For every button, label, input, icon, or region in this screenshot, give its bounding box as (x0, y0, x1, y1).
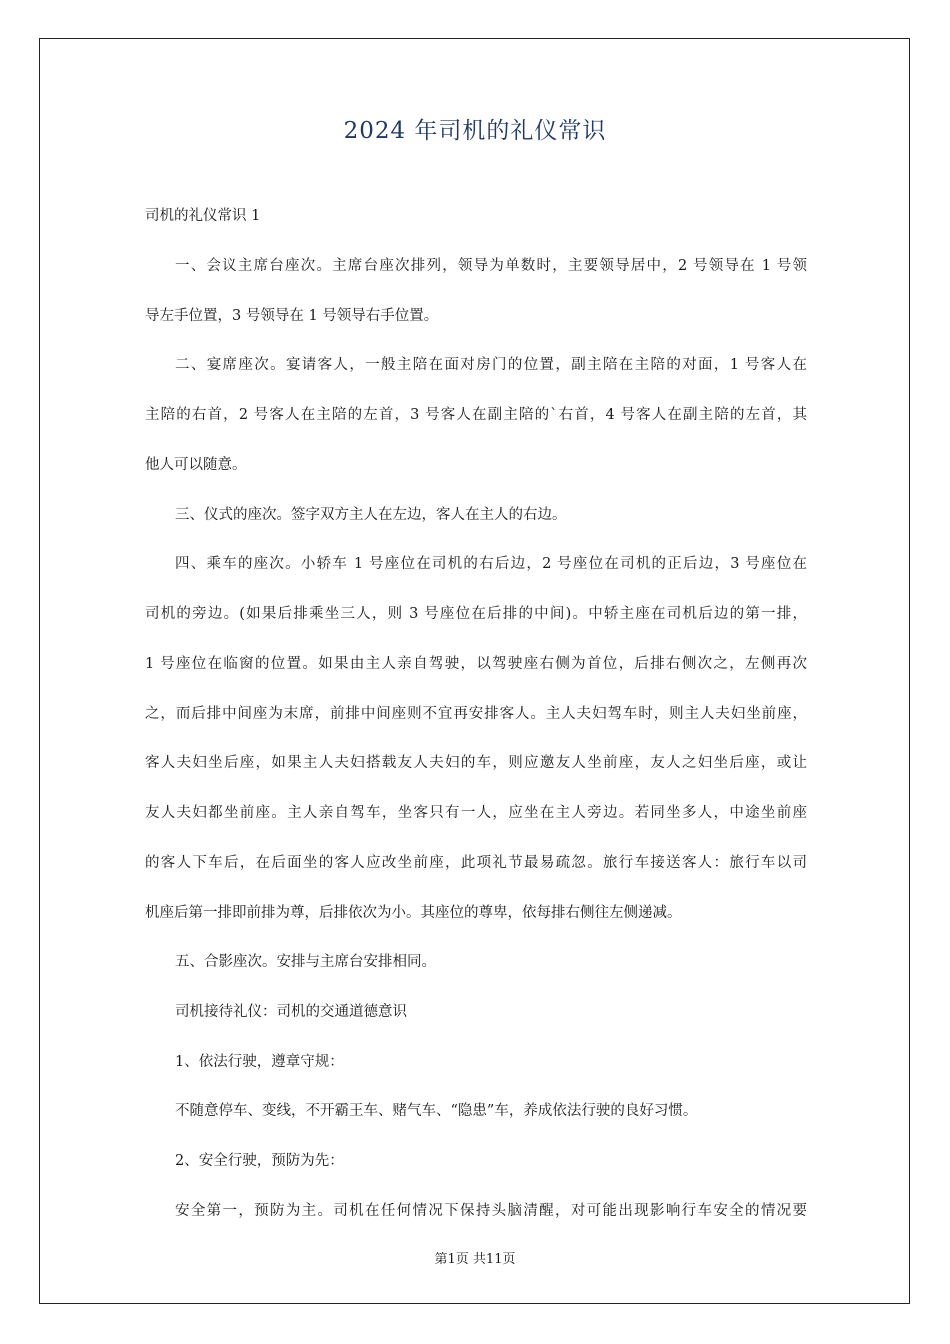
paragraph-line: 客人夫妇坐后座，如果主人夫妇搭载友人夫妇的车，则应邀友人坐前座，友人之妇坐后座，或让 (145, 755, 807, 771)
paragraph-line: 机座后第一排即前排为尊，后排依次为小。其座位的尊卑，依每排右侧往左侧递减。 (145, 905, 682, 921)
paragraph-line: 1 号座位在临窗的位置。如果由主人亲自驾驶，以驾驶座右侧为首位，后排右侧次之，左侧再次 (145, 656, 807, 672)
paragraph-line: 之，而后排中间座为末席，前排中间座则不宜再安排客人。主人夫妇驾车时，则主人夫妇坐前座， (145, 706, 807, 722)
paragraph-line: 他人可以随意。 (145, 457, 247, 473)
paragraph-line: 不随意停车、变线，不开霸王车、赌气车、“隐患”车，养成依法行驶的良好习惯。 (175, 1103, 698, 1119)
paragraph-line: 安全第一，预防为主。司机在任何情况下保持头脑清醒，对可能出现影响行车安全的情况要 (175, 1203, 807, 1219)
paragraph-line: 的客人下车后，在后面坐的客人应改坐前座，此项礼节最易疏忽。旅行车接送客人：旅行车以司 (145, 855, 807, 871)
paragraph-line: 三、仪式的座次。签字双方主人在左边，客人在主人的右边。 (175, 507, 567, 523)
paragraph-line: 五、合影座次。安排与主席台安排相同。 (175, 954, 436, 970)
paragraph-line: 四、乘车的座次。小轿车 1 号座位在司机的右后边，2 号座位在司机的正后边，3 号座位在 (175, 556, 807, 572)
section-heading: 司机的礼仪常识 1 (145, 208, 261, 224)
paragraph-line: 一、会议主席台座次。主席台座次排列，领导为单数时，主要领导居中，2 号领导在 1 号领 (175, 258, 807, 274)
document-title: 2024 年司机的礼仪常识 (343, 118, 607, 144)
page-footer: 第1页 共11页 (434, 1252, 516, 1267)
paragraph-line: 1、依法行驶，遵章守规： (175, 1054, 344, 1070)
paragraph-line: 友人夫妇都坐前座。主人亲自驾车，坐客只有一人，应坐在主人旁边。若同坐多人，中途坐前座 (145, 805, 807, 821)
paragraph-line: 司机接待礼仪：司机的交通道德意识 (175, 1004, 407, 1020)
paragraph-line: 二、宴席座次。宴请客人，一般主陪在面对房门的位置，副主陪在主陪的对面，1 号客人在 (175, 357, 807, 373)
paragraph-line: 主陪的右首，2 号客人在主陪的左首，3 号客人在副主陪的`右首，4 号客人在副主陪的左首，其 (145, 407, 807, 423)
paragraph-line: 司机的旁边。(如果后排乘坐三人，则 3 号座位在后排的中间)。中轿主座在司机后边的第一排， (145, 606, 807, 622)
paragraph-line: 导左手位置，3 号领导在 1 号领导右手位置。 (145, 308, 439, 324)
paragraph-line: 2、安全行驶，预防为先： (175, 1153, 344, 1169)
